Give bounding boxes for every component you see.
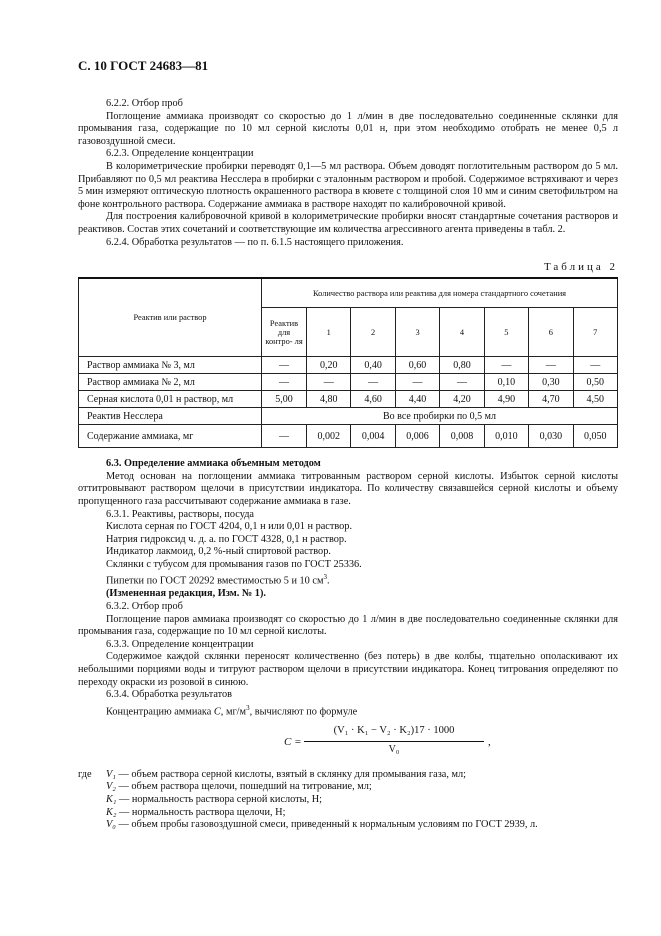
- table-row-nessler: [79, 408, 618, 425]
- formula-var: C: [213, 706, 221, 718]
- para-titration: Содержимое каждой склянки переносят количественно (без потерь) в две колбы, тщательно ополаскивают их небольшими порциями воды и титруют раствором щелочи в присутствии индикатора. Конец титрования определяют по переходу окраски из розовой в синюю.: [78, 651, 618, 688]
- table-cell: 0,030: [529, 425, 573, 448]
- table-cell: 4,90: [484, 391, 528, 408]
- table-cell: 0,008: [440, 425, 484, 448]
- table-col-number: 2: [351, 308, 395, 357]
- table-cell: 4,50: [573, 391, 617, 408]
- table-corner-header: Реактив или раствор: [79, 278, 262, 357]
- def-symbol: K₁: [106, 794, 117, 806]
- table-col-number: 1: [307, 308, 351, 357]
- row-label: Реактив Несслера: [79, 408, 262, 425]
- formula-intro-end: , вычисляют по формуле: [249, 706, 358, 718]
- table-cell: 0,20: [307, 357, 351, 374]
- table-col-number: 7: [573, 308, 617, 357]
- table-cell: 0,002: [307, 425, 351, 448]
- table-row: [79, 425, 618, 448]
- table-cell: 0,60: [395, 357, 439, 374]
- table-cell: 0,80: [440, 357, 484, 374]
- table-cell-merged: Во все пробирки по 0,5 мл: [262, 408, 618, 425]
- formula: [78, 723, 618, 767]
- table-cell: 0,40: [351, 357, 395, 374]
- formula-lhs: C =: [284, 735, 302, 748]
- para-6-3-4: 6.3.4. Обработка результатов: [106, 689, 233, 701]
- definition-item: [78, 781, 618, 794]
- formula-intro: [78, 702, 618, 719]
- table-cell: 4,40: [395, 391, 439, 408]
- table-cell: 4,20: [440, 391, 484, 408]
- table-col-number: 3: [395, 308, 439, 357]
- def-symbol: V₂: [106, 781, 116, 793]
- table-caption: Таблица 2: [543, 261, 618, 274]
- table-cell: 0,050: [573, 425, 617, 448]
- section-6-3-title: 6.3. Определение аммиака объемным методом: [106, 458, 321, 470]
- table-group-header: Количество раствора или реактива для номера стандартного сочетания: [262, 278, 618, 308]
- pipettes-text: Пипетки по ГОСТ 20292 вместимостью 5 и 10 см: [106, 575, 324, 587]
- table-cell: —: [262, 374, 307, 391]
- table-row: [79, 391, 618, 408]
- def-text: — нормальность раствора щелочи, Н;: [119, 806, 286, 818]
- table-cell: 0,10: [484, 374, 528, 391]
- table-cell: 0,006: [395, 425, 439, 448]
- revision-note: (Измененная редакция, Изм. № 1).: [106, 588, 266, 600]
- table-cell: 4,60: [351, 391, 395, 408]
- def-text: — объем пробы газовоздушной смеси, приведенный к нормальным условиям по ГОСТ 2939, л.: [118, 819, 538, 831]
- table-cell: —: [351, 374, 395, 391]
- table-cell: —: [529, 357, 573, 374]
- row-label: Раствор аммиака № 3, мл: [79, 357, 262, 374]
- para-sampling-2: Поглощение паров аммиака производят со скоростью до 1 л/мин в две последовательно соединенные склянки для промывания газа, содержащие по 10 мл серной кислоты.: [78, 613, 618, 638]
- table-cell: 4,80: [307, 391, 351, 408]
- def-text: — объем раствора щелочи, пошедший на титрование, мл;: [118, 781, 372, 793]
- row-label: Содержание аммиака, мг: [79, 425, 262, 448]
- para-6-3-2: 6.3.2. Отбор проб: [106, 601, 183, 613]
- def-text: — объем раствора серной кислоты, взятый в склянку для промывания газа, мл;: [118, 768, 467, 780]
- table-row: [79, 357, 618, 374]
- para-colorimetric: В колориметрические пробирки переводят 0,1—5 мл раствора. Объем доводят поглотительным раствором до 5 мл. Прибавляют по 0,5 мл реактива Несслера в пробирки с эталонным раствором и пробой. Содержимое встряхивают и через 5 мин измеряют оптическую плотность окрашенного раствора в кювете с толщиной слоя 10 мм и синим светофильтром на фоне контрольного раствора. Содержание аммиака в растворе находят по калибровочной кривой.: [78, 160, 618, 210]
- formula-unit-sup: 3: [246, 703, 250, 712]
- formula-intro-text: Концентрацию аммиака: [106, 706, 212, 718]
- table-cell: —: [573, 357, 617, 374]
- definition-item: [78, 794, 618, 807]
- row-label: Серная кислота 0,01 н раствор, мл: [79, 391, 262, 408]
- table-cell: —: [484, 357, 528, 374]
- para-6-3-1: 6.3.1. Реактивы, растворы, посуда: [106, 508, 255, 520]
- table-col-control: Реактив для контро- ля: [262, 308, 307, 357]
- fraction-line: [304, 741, 484, 742]
- table-cell: 0,004: [351, 425, 395, 448]
- page-header: С. 10 ГОСТ 24683—81: [78, 58, 209, 73]
- table-cell: 0,30: [529, 374, 573, 391]
- def-symbol: V₀: [106, 819, 116, 831]
- document-page: [78, 58, 618, 832]
- table-cell: —: [440, 374, 484, 391]
- table-row: [79, 374, 618, 391]
- table-cell: 5,00: [262, 391, 307, 408]
- definition-item: [78, 819, 618, 832]
- table-col-number: 6: [529, 308, 573, 357]
- def-prefix: где: [78, 768, 92, 780]
- table-cell: 0,010: [484, 425, 528, 448]
- para-method: Метод основан на поглощении аммиака титрованным раствором серной кислоты. Избыток серной кислоты оттитровывают раствором щелочи в присутствии индикатора. По количеству связавшейся серной кислоты и объему пропущенного газа рассчитывают содержание аммиака в газе.: [78, 470, 618, 507]
- def-text: — нормальность раствора серной кислоты, Н;: [119, 794, 323, 806]
- table-col-number: 4: [440, 308, 484, 357]
- definition-item: [78, 807, 618, 820]
- reagent-item: Натрия гидроксид ч. д. а. по ГОСТ 4328, 0,1 н раствор.: [106, 533, 347, 545]
- table-2: [78, 277, 618, 448]
- reagent-item: Склянки с тубусом для промывания газов по ГОСТ 25336.: [106, 558, 362, 570]
- table-cell: —: [395, 374, 439, 391]
- pipettes-end: .: [326, 575, 330, 587]
- reagent-item: Индикатор лакмоид, 0,2 %-ный спиртовой раствор.: [106, 546, 331, 558]
- table-cell: 0,50: [573, 374, 617, 391]
- para-6-2-2: 6.2.2. Отбор проб: [106, 98, 183, 109]
- formula-unit: , мг/м: [220, 706, 247, 718]
- def-symbol: K₂: [106, 806, 117, 818]
- definition-item: [78, 769, 618, 782]
- formula-end: ,: [488, 735, 491, 748]
- para-6-2-4: 6.2.4. Обработка результатов — по п. 6.1.5 настоящего приложения.: [106, 236, 404, 248]
- para-calibration: Для построения калибровочной кривой в колориметрические пробирки вносят стандартные сочетания растворов и реактивов. Состав этих сочетаний и соответствующие им количества агрессивного агента приведены в табл. 2.: [78, 211, 618, 235]
- reagent-item: Кислота серная по ГОСТ 4204, 0,1 н или 0,01 н раствор.: [106, 521, 353, 533]
- table-cell: —: [262, 357, 307, 374]
- definitions-list: [78, 769, 618, 832]
- table-col-number: 5: [484, 308, 528, 357]
- formula-denominator: V₀: [388, 743, 400, 755]
- formula-numerator: (V₁ · K₁ − V₂ · K₂)17 · 1000: [333, 724, 455, 736]
- row-label: Раствор аммиака № 2, мл: [79, 374, 262, 391]
- para-6-2-3: 6.2.3. Определение концентрации: [106, 148, 254, 160]
- reagent-item-pipettes: [78, 571, 618, 588]
- para-sampling: Поглощение аммиака производят со скоростью до 1 л/мин в две последовательно соединенные склянки для промывания газа, содержащие по 10 мл серной кислоты 0,01 н, при этом необходимо отобрать не менее 0,5 л газовоздушной смеси.: [78, 110, 618, 147]
- para-6-3-3: 6.3.3. Определение концентрации: [106, 638, 254, 650]
- table-cell: 4,70: [529, 391, 573, 408]
- def-symbol: V₁: [106, 768, 116, 780]
- table-cell: —: [307, 374, 351, 391]
- pipettes-sup: 3: [323, 573, 327, 582]
- table-cell: —: [262, 425, 307, 448]
